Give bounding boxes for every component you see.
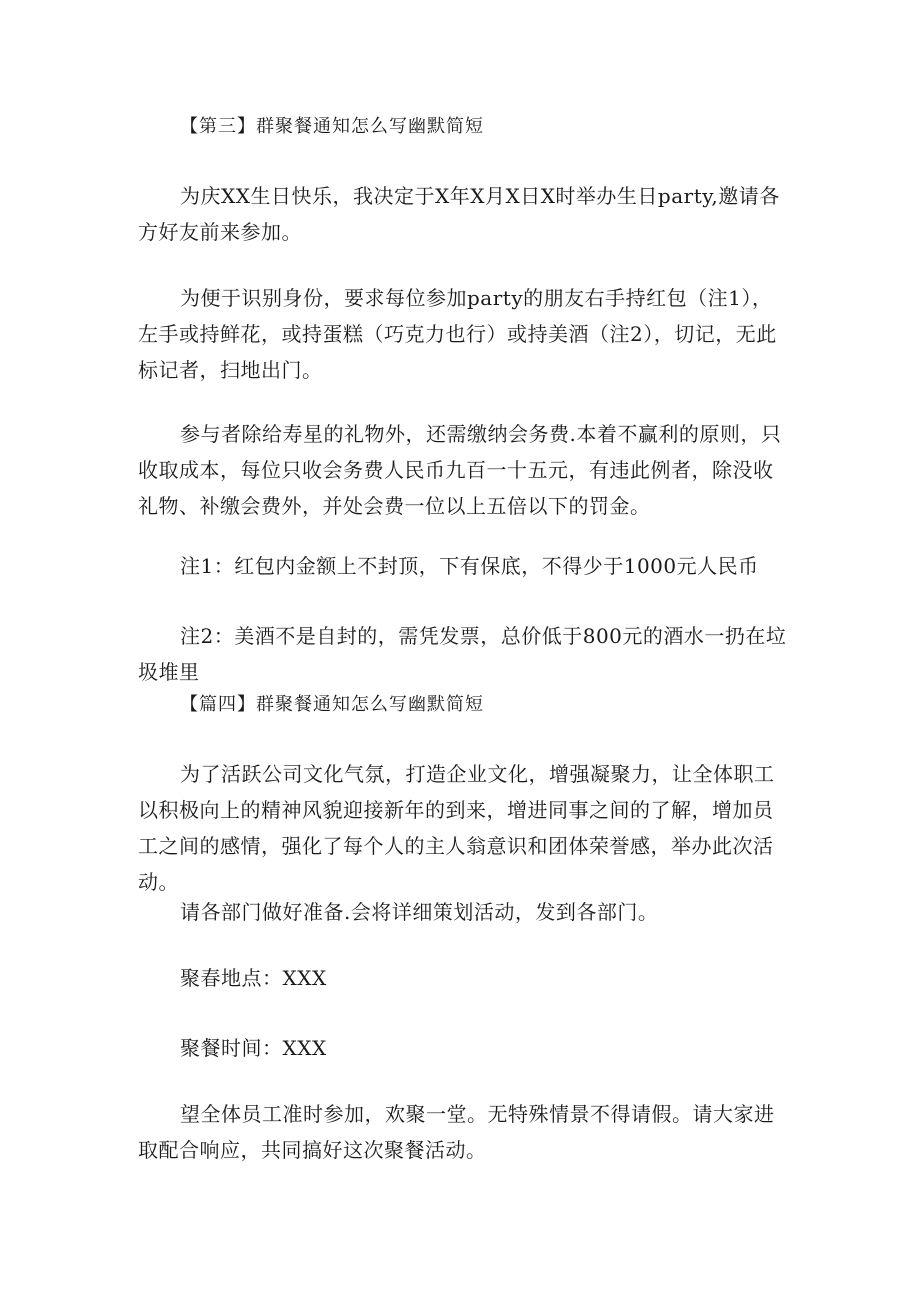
section4-paragraph-1: 为了活跃公司文化气氛，打造企业文化，增强凝聚力，让全体职工以积极向上的精神风貌迎接新年的到来，增进同事之间的了解，增加员工之间的感情，强化了每个人的主人翁意识和团体荣誉感，举办此次活动。	[138, 762, 775, 894]
section4-location: 聚春地点：XXX	[180, 966, 327, 990]
section3-heading: 【第三】群聚餐通知怎么写幽默简短	[180, 116, 484, 137]
section4-time: 聚餐时间：XXX	[180, 1036, 327, 1060]
section4-paragraph-2: 请各部门做好准备.会将详细策划活动，发到各部门。	[180, 900, 659, 924]
section3-paragraph-3: 参与者除给寿星的礼物外，还需缴纳会务费.本着不赢利的原则，只收取成本，每位只收会务费人民币九百一十五元，有违此例者，除没收礼物、补缴会费外，并处会费一位以上五倍以下的罚金。	[138, 422, 782, 518]
section3-paragraph-2: 为便于识别身份，要求每位参加party的朋友右手持红包（注1），左手或持鲜花，或持蛋糕（巧克力也行）或持美酒（注2），切记，无此标记者，扫地出门。	[138, 286, 777, 382]
section3-paragraph-1: 为庆XX生日快乐，我决定于X年X月X日X时举办生日party,邀请各方好友前来参加。	[138, 184, 780, 244]
section3-note-1: 注1：红包内金额上不封顶，下有保底，不得少于1000元人民币	[180, 554, 759, 578]
section4-heading: 【篇四】群聚餐通知怎么写幽默简短	[180, 694, 484, 715]
section4-paragraph-5: 望全体员工准时参加，欢聚一堂。无特殊情景不得请假。请大家进取配合响应，共同搞好这次聚餐活动。	[138, 1102, 775, 1162]
section3-note-2: 注2：美酒不是自封的，需凭发票，总价低于800元的酒水一扔在垃圾堆里	[138, 624, 787, 684]
